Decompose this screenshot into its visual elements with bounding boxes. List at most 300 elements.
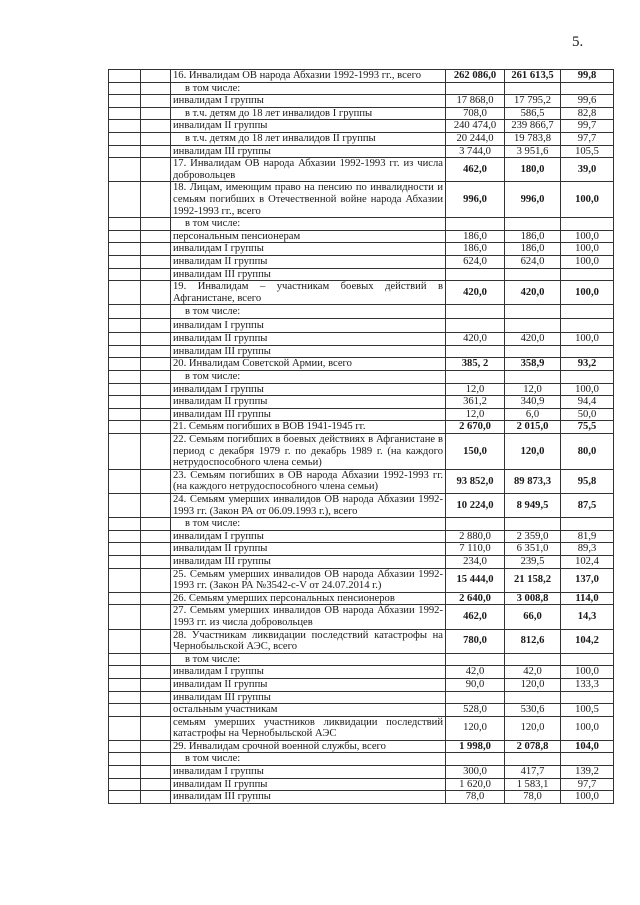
row-code-cell <box>109 268 141 281</box>
percent-value <box>561 691 614 704</box>
percent-value: 133,3 <box>561 678 614 691</box>
row-subcode-cell <box>141 434 171 470</box>
row-subcode-cell <box>141 145 171 158</box>
percent-value: 139,2 <box>561 766 614 779</box>
fact-value: 12,0 <box>505 383 561 396</box>
table-row <box>109 82 614 95</box>
row-code-cell <box>109 371 141 384</box>
row-subcode-cell <box>141 778 171 791</box>
row-label: 28. Участникам ликвидации последствий катастрофы на Чернобыльской АЭС, всего <box>171 629 446 653</box>
row-label: в том числе: <box>171 518 446 531</box>
percent-value <box>561 371 614 384</box>
plan-value: 361,2 <box>446 396 505 409</box>
plan-value: 385, 2 <box>446 358 505 371</box>
row-subcode-cell <box>141 305 171 319</box>
plan-value <box>446 371 505 384</box>
row-label: 19. Инвалидам – участникам боевых действий в Афганистане, всего <box>171 281 446 305</box>
row-subcode-cell <box>141 766 171 779</box>
row-code-cell <box>109 530 141 543</box>
row-label: в том числе: <box>171 305 446 319</box>
row-subcode-cell <box>141 383 171 396</box>
row-subcode-cell <box>141 530 171 543</box>
row-label: 16. Инвалидам ОВ народа Абхазии 1992-1993 гг., всего <box>171 70 446 83</box>
table-row <box>109 305 614 319</box>
percent-value <box>561 753 614 766</box>
plan-value: 2 640,0 <box>446 592 505 605</box>
table-row <box>109 158 614 182</box>
row-subcode-cell <box>141 345 171 358</box>
plan-value: 1 998,0 <box>446 740 505 753</box>
row-label: 24. Семьям умерших инвалидов ОВ народа Абхазии 1992-1993 гг. (Закон РА от 06.09.1993 г.), всего <box>171 494 446 518</box>
fact-value: 340,9 <box>505 396 561 409</box>
row-subcode-cell <box>141 132 171 145</box>
table-row <box>109 716 614 740</box>
table-row <box>109 268 614 281</box>
row-subcode-cell <box>141 158 171 182</box>
row-label: инвалидам I группы <box>171 383 446 396</box>
percent-value: 99,8 <box>561 70 614 83</box>
row-label: инвалидам II группы <box>171 120 446 133</box>
percent-value <box>561 653 614 666</box>
table-row <box>109 555 614 568</box>
row-label: в том числе: <box>171 218 446 231</box>
percent-value: 100,0 <box>561 182 614 218</box>
fact-value: 3 008,8 <box>505 592 561 605</box>
row-subcode-cell <box>141 716 171 740</box>
table-row <box>109 383 614 396</box>
row-subcode-cell <box>141 95 171 108</box>
fact-value <box>505 518 561 531</box>
row-label: инвалидам I группы <box>171 243 446 256</box>
row-label: в т.ч. детям до 18 лет инвалидов I группы <box>171 107 446 120</box>
plan-value: 150,0 <box>446 434 505 470</box>
plan-value: 186,0 <box>446 243 505 256</box>
percent-value <box>561 518 614 531</box>
table-row <box>109 740 614 753</box>
plan-value: 708,0 <box>446 107 505 120</box>
row-code-cell <box>109 182 141 218</box>
fact-value: 120,0 <box>505 716 561 740</box>
table-row <box>109 408 614 421</box>
plan-value: 420,0 <box>446 281 505 305</box>
percent-value: 82,8 <box>561 107 614 120</box>
table-row <box>109 319 614 333</box>
row-code-cell <box>109 281 141 305</box>
row-label: 22. Семьям погибших в боевых действиях в Афганистане в период с декабря 1979 г. по декабрь 1989 г. (на каждого нетрудоспособного члена семьи) <box>171 434 446 470</box>
percent-value: 75,5 <box>561 421 614 434</box>
row-code-cell <box>109 230 141 243</box>
fact-value <box>505 371 561 384</box>
percent-value: 100,0 <box>561 281 614 305</box>
row-code-cell <box>109 132 141 145</box>
table-row <box>109 255 614 268</box>
row-code-cell <box>109 434 141 470</box>
percent-value <box>561 319 614 333</box>
row-subcode-cell <box>141 230 171 243</box>
row-subcode-cell <box>141 358 171 371</box>
row-code-cell <box>109 421 141 434</box>
row-label: остальным участникам <box>171 704 446 717</box>
row-label: инвалидам III группы <box>171 408 446 421</box>
percent-value: 81,9 <box>561 530 614 543</box>
fact-value: 812,6 <box>505 629 561 653</box>
table-row <box>109 753 614 766</box>
percent-value: 102,4 <box>561 555 614 568</box>
table-row <box>109 791 614 804</box>
table-row <box>109 494 614 518</box>
table-row <box>109 530 614 543</box>
plan-value: 20 244,0 <box>446 132 505 145</box>
row-label: инвалидам I группы <box>171 666 446 679</box>
table-row <box>109 629 614 653</box>
row-subcode-cell <box>141 518 171 531</box>
plan-value: 300,0 <box>446 766 505 779</box>
row-code-cell <box>109 383 141 396</box>
row-code-cell <box>109 791 141 804</box>
percent-value: 100,0 <box>561 383 614 396</box>
plan-value <box>446 345 505 358</box>
fact-value: 417,7 <box>505 766 561 779</box>
fact-value: 21 158,2 <box>505 568 561 592</box>
row-subcode-cell <box>141 421 171 434</box>
fact-value <box>505 82 561 95</box>
percent-value: 100,0 <box>561 791 614 804</box>
plan-value <box>446 319 505 333</box>
percent-value: 95,8 <box>561 469 614 493</box>
row-label: в том числе: <box>171 371 446 384</box>
percent-value <box>561 218 614 231</box>
row-code-cell <box>109 218 141 231</box>
percent-value: 97,7 <box>561 778 614 791</box>
percent-value: 39,0 <box>561 158 614 182</box>
table-row <box>109 778 614 791</box>
table-row <box>109 666 614 679</box>
fact-value: 420,0 <box>505 281 561 305</box>
row-subcode-cell <box>141 543 171 556</box>
plan-value <box>446 691 505 704</box>
table-row <box>109 653 614 666</box>
row-code-cell <box>109 333 141 346</box>
row-label: персональным пенсионерам <box>171 230 446 243</box>
budget-table <box>108 69 614 804</box>
row-subcode-cell <box>141 268 171 281</box>
percent-value: 99,7 <box>561 120 614 133</box>
table-row <box>109 766 614 779</box>
percent-value: 93,2 <box>561 358 614 371</box>
fact-value: 996,0 <box>505 182 561 218</box>
row-label: 27. Семьям умерших инвалидов ОВ народа Абхазии 1992-1993 гг. из числа добровольцев <box>171 605 446 629</box>
row-subcode-cell <box>141 555 171 568</box>
table-row <box>109 691 614 704</box>
plan-value: 996,0 <box>446 182 505 218</box>
row-label: инвалидам II группы <box>171 678 446 691</box>
fact-value: 239,5 <box>505 555 561 568</box>
row-subcode-cell <box>141 333 171 346</box>
row-code-cell <box>109 678 141 691</box>
row-subcode-cell <box>141 691 171 704</box>
row-label: в т.ч. детям до 18 лет инвалидов II группы <box>171 132 446 145</box>
table-row <box>109 421 614 434</box>
fact-value: 2 015,0 <box>505 421 561 434</box>
row-code-cell <box>109 592 141 605</box>
fact-value <box>505 218 561 231</box>
row-code-cell <box>109 358 141 371</box>
fact-value: 261 613,5 <box>505 70 561 83</box>
row-code-cell <box>109 305 141 319</box>
row-subcode-cell <box>141 666 171 679</box>
row-label: инвалидам III группы <box>171 691 446 704</box>
plan-value: 462,0 <box>446 158 505 182</box>
plan-value: 120,0 <box>446 716 505 740</box>
percent-value: 14,3 <box>561 605 614 629</box>
row-code-cell <box>109 319 141 333</box>
percent-value: 114,0 <box>561 592 614 605</box>
fact-value: 2 359,0 <box>505 530 561 543</box>
fact-value: 186,0 <box>505 243 561 256</box>
table-row <box>109 605 614 629</box>
plan-value: 93 852,0 <box>446 469 505 493</box>
plan-value: 262 086,0 <box>446 70 505 83</box>
percent-value: 105,5 <box>561 145 614 158</box>
row-label: инвалидам III группы <box>171 555 446 568</box>
row-subcode-cell <box>141 469 171 493</box>
percent-value <box>561 268 614 281</box>
table-row <box>109 95 614 108</box>
row-subcode-cell <box>141 107 171 120</box>
row-code-cell <box>109 629 141 653</box>
plan-value: 90,0 <box>446 678 505 691</box>
fact-value <box>505 305 561 319</box>
plan-value: 15 444,0 <box>446 568 505 592</box>
row-label: инвалидам I группы <box>171 530 446 543</box>
fact-value: 17 795,2 <box>505 95 561 108</box>
row-label: инвалидам III группы <box>171 791 446 804</box>
percent-value: 97,7 <box>561 132 614 145</box>
table-row <box>109 396 614 409</box>
row-code-cell <box>109 568 141 592</box>
row-label: 25. Семьям умерших инвалидов ОВ народа Абхазии 1992-1993 гг. (Закон РА №3542-с-V от 24.07.2014 г.) <box>171 568 446 592</box>
row-label: инвалидам II группы <box>171 396 446 409</box>
plan-value: 1 620,0 <box>446 778 505 791</box>
plan-value <box>446 82 505 95</box>
row-code-cell <box>109 95 141 108</box>
plan-value: 7 110,0 <box>446 543 505 556</box>
fact-value: 120,0 <box>505 678 561 691</box>
row-label: 26. Семьям умерших персональных пенсионеров <box>171 592 446 605</box>
row-code-cell <box>109 494 141 518</box>
table-row <box>109 543 614 556</box>
table-row <box>109 243 614 256</box>
fact-value: 530,6 <box>505 704 561 717</box>
row-code-cell <box>109 243 141 256</box>
fact-value: 180,0 <box>505 158 561 182</box>
plan-value: 42,0 <box>446 666 505 679</box>
row-subcode-cell <box>141 568 171 592</box>
table-row <box>109 132 614 145</box>
row-label: инвалидам III группы <box>171 145 446 158</box>
row-subcode-cell <box>141 319 171 333</box>
row-label: в том числе: <box>171 753 446 766</box>
table-body <box>109 70 614 804</box>
row-code-cell <box>109 469 141 493</box>
fact-value: 239 866,7 <box>505 120 561 133</box>
fact-value: 586,5 <box>505 107 561 120</box>
row-code-cell <box>109 255 141 268</box>
percent-value <box>561 305 614 319</box>
table-row <box>109 434 614 470</box>
row-code-cell <box>109 120 141 133</box>
percent-value: 100,5 <box>561 704 614 717</box>
plan-value <box>446 518 505 531</box>
percent-value <box>561 345 614 358</box>
fact-value: 2 078,8 <box>505 740 561 753</box>
table-row <box>109 182 614 218</box>
table-row <box>109 568 614 592</box>
row-subcode-cell <box>141 82 171 95</box>
row-code-cell <box>109 408 141 421</box>
percent-value: 99,6 <box>561 95 614 108</box>
table-row <box>109 345 614 358</box>
row-code-cell <box>109 70 141 83</box>
percent-value: 89,3 <box>561 543 614 556</box>
fact-value <box>505 268 561 281</box>
row-label: 23. Семьям погибших в ОВ народа Абхазии 1992-1993 гг. (на каждого нетрудоспособного члена семьи) <box>171 469 446 493</box>
row-code-cell <box>109 653 141 666</box>
row-subcode-cell <box>141 120 171 133</box>
fact-value: 89 873,3 <box>505 469 561 493</box>
row-code-cell <box>109 716 141 740</box>
row-label: инвалидам I группы <box>171 95 446 108</box>
row-label: 18. Лицам, имеющим право на пенсию по инвалидности и семьям погибших в Отечественной войне народа Абхазии 1992-1993 гг., всего <box>171 182 446 218</box>
plan-value: 528,0 <box>446 704 505 717</box>
fact-value: 66,0 <box>505 605 561 629</box>
plan-value: 3 744,0 <box>446 145 505 158</box>
row-code-cell <box>109 158 141 182</box>
fact-value <box>505 319 561 333</box>
plan-value: 17 868,0 <box>446 95 505 108</box>
fact-value: 358,9 <box>505 358 561 371</box>
plan-value: 462,0 <box>446 605 505 629</box>
row-subcode-cell <box>141 592 171 605</box>
row-code-cell <box>109 691 141 704</box>
row-label: в том числе: <box>171 653 446 666</box>
page-number: 5. <box>572 34 584 50</box>
row-code-cell <box>109 518 141 531</box>
fact-value <box>505 753 561 766</box>
percent-value <box>561 82 614 95</box>
fact-value: 186,0 <box>505 230 561 243</box>
row-subcode-cell <box>141 281 171 305</box>
row-subcode-cell <box>141 255 171 268</box>
fact-value <box>505 345 561 358</box>
table-row <box>109 107 614 120</box>
plan-value: 624,0 <box>446 255 505 268</box>
row-subcode-cell <box>141 678 171 691</box>
row-label: 21. Семьям погибших в ВОВ 1941-1945 гг. <box>171 421 446 434</box>
table-row <box>109 678 614 691</box>
percent-value: 100,0 <box>561 333 614 346</box>
percent-value: 100,0 <box>561 255 614 268</box>
fact-value: 42,0 <box>505 666 561 679</box>
row-label: семьям умерших участников ликвидации последствий катастрофы на Чернобыльской АЭС <box>171 716 446 740</box>
percent-value: 137,0 <box>561 568 614 592</box>
row-code-cell <box>109 704 141 717</box>
row-label: 29. Инвалидам срочной военной службы, всего <box>171 740 446 753</box>
row-subcode-cell <box>141 182 171 218</box>
plan-value <box>446 218 505 231</box>
row-subcode-cell <box>141 740 171 753</box>
row-code-cell <box>109 82 141 95</box>
percent-value: 104,0 <box>561 740 614 753</box>
row-label: 17. Инвалидам ОВ народа Абхазии 1992-1993 гг. из числа добровольцев <box>171 158 446 182</box>
row-code-cell <box>109 766 141 779</box>
table-row <box>109 145 614 158</box>
table-row <box>109 518 614 531</box>
row-code-cell <box>109 107 141 120</box>
table-row <box>109 592 614 605</box>
fact-value: 8 949,5 <box>505 494 561 518</box>
percent-value: 104,2 <box>561 629 614 653</box>
row-code-cell <box>109 396 141 409</box>
percent-value: 100,0 <box>561 666 614 679</box>
fact-value: 420,0 <box>505 333 561 346</box>
row-subcode-cell <box>141 243 171 256</box>
row-subcode-cell <box>141 408 171 421</box>
plan-value <box>446 305 505 319</box>
row-code-cell <box>109 543 141 556</box>
plan-value: 420,0 <box>446 333 505 346</box>
plan-value <box>446 653 505 666</box>
plan-value: 234,0 <box>446 555 505 568</box>
table-row <box>109 358 614 371</box>
fact-value: 6 351,0 <box>505 543 561 556</box>
percent-value: 87,5 <box>561 494 614 518</box>
row-label: инвалидам II группы <box>171 255 446 268</box>
percent-value: 80,0 <box>561 434 614 470</box>
fact-value: 78,0 <box>505 791 561 804</box>
row-code-cell <box>109 740 141 753</box>
plan-value <box>446 268 505 281</box>
plan-value: 2 880,0 <box>446 530 505 543</box>
row-subcode-cell <box>141 218 171 231</box>
row-subcode-cell <box>141 629 171 653</box>
plan-value: 78,0 <box>446 791 505 804</box>
percent-value: 94,4 <box>561 396 614 409</box>
table-row <box>109 704 614 717</box>
table-row <box>109 371 614 384</box>
row-subcode-cell <box>141 791 171 804</box>
plan-value: 780,0 <box>446 629 505 653</box>
table-row <box>109 333 614 346</box>
row-label: в том числе: <box>171 82 446 95</box>
row-code-cell <box>109 555 141 568</box>
percent-value: 100,0 <box>561 716 614 740</box>
percent-value: 50,0 <box>561 408 614 421</box>
row-code-cell <box>109 345 141 358</box>
fact-value: 3 951,6 <box>505 145 561 158</box>
row-label: инвалидам II группы <box>171 543 446 556</box>
row-subcode-cell <box>141 753 171 766</box>
plan-value: 2 670,0 <box>446 421 505 434</box>
row-label: инвалидам I группы <box>171 319 446 333</box>
row-code-cell <box>109 666 141 679</box>
row-subcode-cell <box>141 494 171 518</box>
fact-value: 6,0 <box>505 408 561 421</box>
row-label: инвалидам II группы <box>171 778 446 791</box>
table-row <box>109 469 614 493</box>
plan-value: 240 474,0 <box>446 120 505 133</box>
row-label: 20. Инвалидам Советской Армии, всего <box>171 358 446 371</box>
